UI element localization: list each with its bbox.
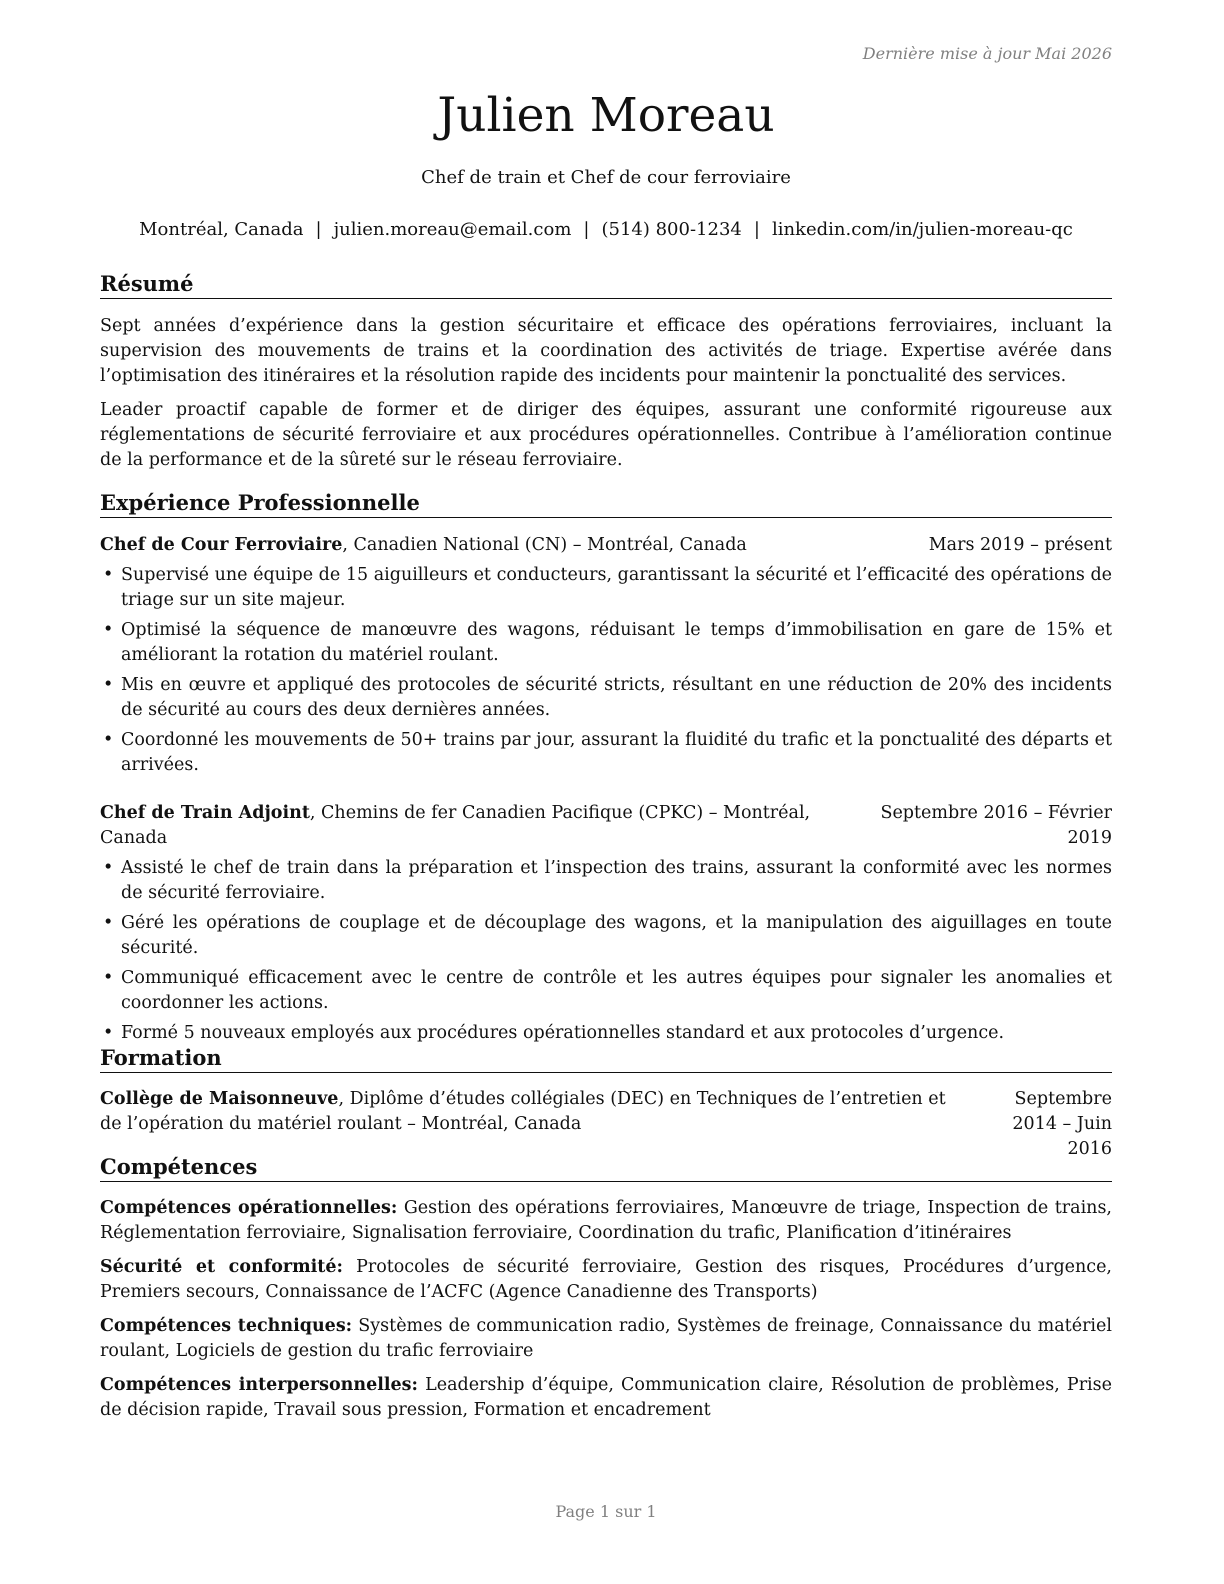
contact-phone: (514) 800-1234 xyxy=(601,219,742,240)
bullet-icon: • xyxy=(103,858,114,878)
summary-paragraph-1: Sept années d’expérience dans la gestion sécuritaire et efficace des opérations ferroviaires, incluant la supervision des mouvements de trains et la coordination des activités de triage. Expertise avérée dans l’optimisation des itinéraires et la résolution rapide des incidents pour maintenir la ponctualité des services. xyxy=(100,316,1112,386)
resume-page xyxy=(100,0,1112,1584)
job-header xyxy=(100,533,1112,558)
skill-label: Compétences interpersonnelles: xyxy=(100,1375,418,1395)
education-dates: Septembre 2014 – Juin 2016 xyxy=(1012,1089,1112,1159)
list-item: • Coordonné les mouvements de 50+ trains par jour, assurant la fluidité du trafic et la ponctualité des départs et arrivées. xyxy=(103,730,1112,775)
bullet-icon: • xyxy=(103,1023,114,1043)
job-dates: Mars 2019 – présent xyxy=(928,535,1112,555)
job-role: Chef de Train Adjoint xyxy=(100,803,310,823)
section-title-experience: Expérience Professionnelle xyxy=(100,490,1112,518)
bullet-icon: • xyxy=(103,913,114,933)
skill-text: Systèmes de communication radio, Systèmes de freinage, Connaissance du matériel roulant, Logiciels de gestion du trafic ferroviaire xyxy=(100,1316,1112,1361)
candidate-name: Julien Moreau xyxy=(437,88,775,143)
skill-group xyxy=(100,1196,1112,1246)
list-item: • Supervisé une équipe de 15 aiguilleurs et conducteurs, garantissant la sécurité et l’efficacité des opérations de triage sur un site majeur. xyxy=(103,565,1112,610)
job-bullets xyxy=(100,563,1112,783)
degree-detail: , Diplôme d’études collégiales (DEC) en Techniques de l’entretien et de l’opération du matériel roulant – Montréal, Canada xyxy=(100,1089,946,1134)
section-title-skills: Compétences xyxy=(100,1154,1112,1182)
job-organization: , Canadien National (CN) – Montréal, Canada xyxy=(342,535,747,555)
skill-label: Compétences opérationnelles: xyxy=(100,1198,398,1218)
bullet-icon: • xyxy=(103,730,114,750)
skill-label: Compétences techniques: xyxy=(100,1316,353,1336)
skill-group xyxy=(100,1373,1112,1423)
skill-group xyxy=(100,1255,1112,1305)
contact-location: Montréal, Canada xyxy=(139,219,304,240)
school-name: Collège de Maisonneuve xyxy=(100,1089,339,1109)
list-item: • Formé 5 nouveaux employés aux procédures opérationnelles standard et aux protocoles d’urgence. xyxy=(100,1021,1112,1046)
bullet-icon: • xyxy=(103,968,114,988)
job-organization: , Chemins de fer Canadien Pacifique (CPKC) – Montréal, Canada xyxy=(100,803,811,848)
list-item: • Communiqué efficacement avec le centre de contrôle et les autres équipes pour signaler les anomalies et coordonner les actions. xyxy=(103,968,1112,1013)
bullet-icon: • xyxy=(103,565,114,585)
job-title: Chef de train et Chef de cour ferroviaire xyxy=(421,167,791,188)
list-item: • Assisté le chef de train dans la préparation et l’inspection des trains, assurant la conformité avec les normes de sécurité ferroviaire. xyxy=(103,858,1112,903)
skill-text: Leadership d’équipe, Communication claire, Résolution de problèmes, Prise de décision rapide, Travail sous pression, Formation et encadrement xyxy=(100,1375,1112,1420)
skill-label: Sécurité et conformité: xyxy=(100,1257,343,1277)
job-header xyxy=(100,801,1112,851)
job-role: Chef de Cour Ferroviaire xyxy=(100,535,343,555)
bullet-icon: • xyxy=(103,620,114,640)
list-item: • Géré les opérations de couplage et de découplage des wagons, et la manipulation des aiguillages en toute sécurité. xyxy=(103,913,1112,958)
section-title-summary: Résumé xyxy=(100,271,1112,299)
education-entry xyxy=(100,1087,1112,1162)
list-item: • Mis en œuvre et appliqué des protocoles de sécurité stricts, résultant en une réduction de 20% des incidents de sécurité au cours des deux dernières années. xyxy=(103,675,1112,720)
contact-separator: | xyxy=(583,219,590,240)
page-number: Page 1 sur 1 xyxy=(555,1502,657,1521)
job-bullets xyxy=(100,856,1112,1051)
skill-text: Gestion des opérations ferroviaires, Manœuvre de triage, Inspection de trains, Réglementation ferroviaire, Signalisation ferroviaire, Coordination du trafic, Planification d’itinéraires xyxy=(100,1198,1112,1243)
contact-linkedin[interactable]: linkedin.com/in/julien-moreau-qc xyxy=(771,219,1073,240)
contact-separator: | xyxy=(315,219,322,240)
list-item: • Optimisé la séquence de manœuvre des wagons, réduisant le temps d’immobilisation en gare de 15% et améliorant la rotation du matériel roulant. xyxy=(103,620,1112,665)
contact-email[interactable]: julien.moreau@email.com xyxy=(333,219,572,240)
bullet-icon: • xyxy=(103,675,114,695)
contact-line xyxy=(100,219,1112,240)
section-title-education: Formation xyxy=(100,1045,1112,1073)
summary-paragraph-2: Leader proactif capable de former et de diriger des équipes, assurant une conformité rigoureuse aux réglementations de sécurité ferroviaire et aux procédures opérationnelles. Contribue à l’amélioration continue de la performance et de la sûreté sur le réseau ferroviaire. xyxy=(100,400,1112,470)
contact-separator: | xyxy=(753,219,760,240)
last-updated: Dernière mise à jour Mai 2026 xyxy=(862,44,1112,63)
skill-text: Protocoles de sécurité ferroviaire, Gestion des risques, Procédures d’urgence, Premiers secours, Connaissance de l’ACFC (Agence Canadienne des Transports) xyxy=(100,1257,1112,1302)
skill-group xyxy=(100,1314,1112,1364)
job-dates: Septembre 2016 – Février 2019 xyxy=(880,803,1112,848)
